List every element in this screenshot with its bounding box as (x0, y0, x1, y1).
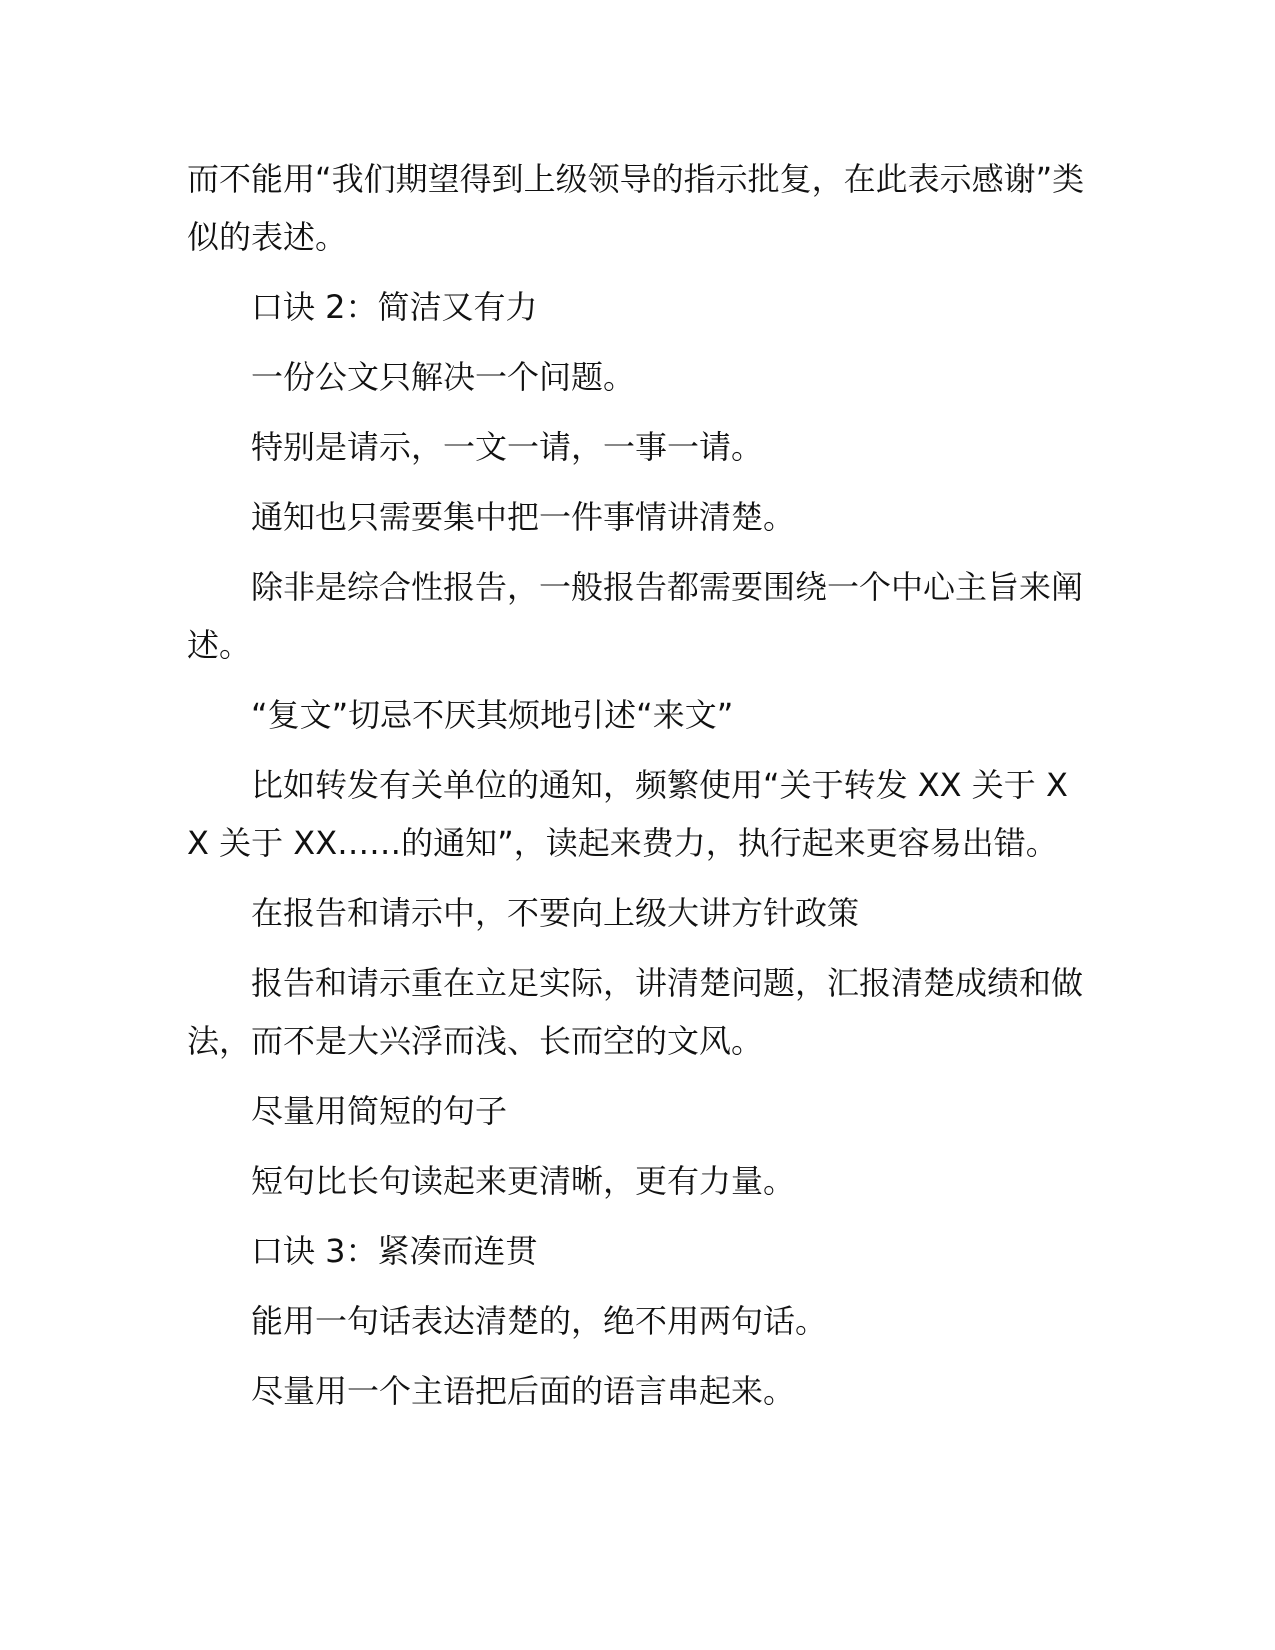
subheading: “复文”切忌不厌其烦地引述“来文” (251, 696, 734, 734)
paragraph: 特别是请示，一文一请，一事一请。 (251, 428, 764, 466)
subheading: 尽量用简短的句子 (251, 1092, 508, 1130)
paragraph: 报告和请示重在立足实际，讲清楚问题，汇报清楚成绩和做法，而不是大兴浮而浅、长而空的文风。 (187, 964, 1084, 1060)
paragraph-continuation: 而不能用“我们期望得到上级领导的指示批复，在此表示感谢”类似的表述。 (187, 160, 1085, 256)
heading-rule-2: 口诀 2：简洁又有力 (251, 288, 538, 326)
subheading: 在报告和请示中，不要向上级大讲方针政策 (251, 894, 860, 932)
paragraph: 比如转发有关单位的通知，频繁使用“关于转发 XX 关于 XX 关于 XX……的通知”，读起来费力，执行起来更容易出错。 (187, 766, 1068, 862)
paragraph: 能用一句话表达清楚的，绝不用两句话。 (251, 1302, 828, 1340)
paragraph: 通知也只需要集中把一件事情讲清楚。 (251, 498, 796, 536)
paragraph: 尽量用一个主语把后面的语言串起来。 (251, 1372, 796, 1410)
paragraph: 短句比长句读起来更清晰，更有力量。 (251, 1162, 796, 1200)
paragraph: 一份公文只解决一个问题。 (251, 358, 636, 396)
heading-rule-3: 口诀 3：紧凑而连贯 (251, 1232, 538, 1270)
paragraph: 除非是综合性报告，一般报告都需要围绕一个中心主旨来阐述。 (187, 568, 1084, 664)
document-page (187, 150, 1087, 1432)
